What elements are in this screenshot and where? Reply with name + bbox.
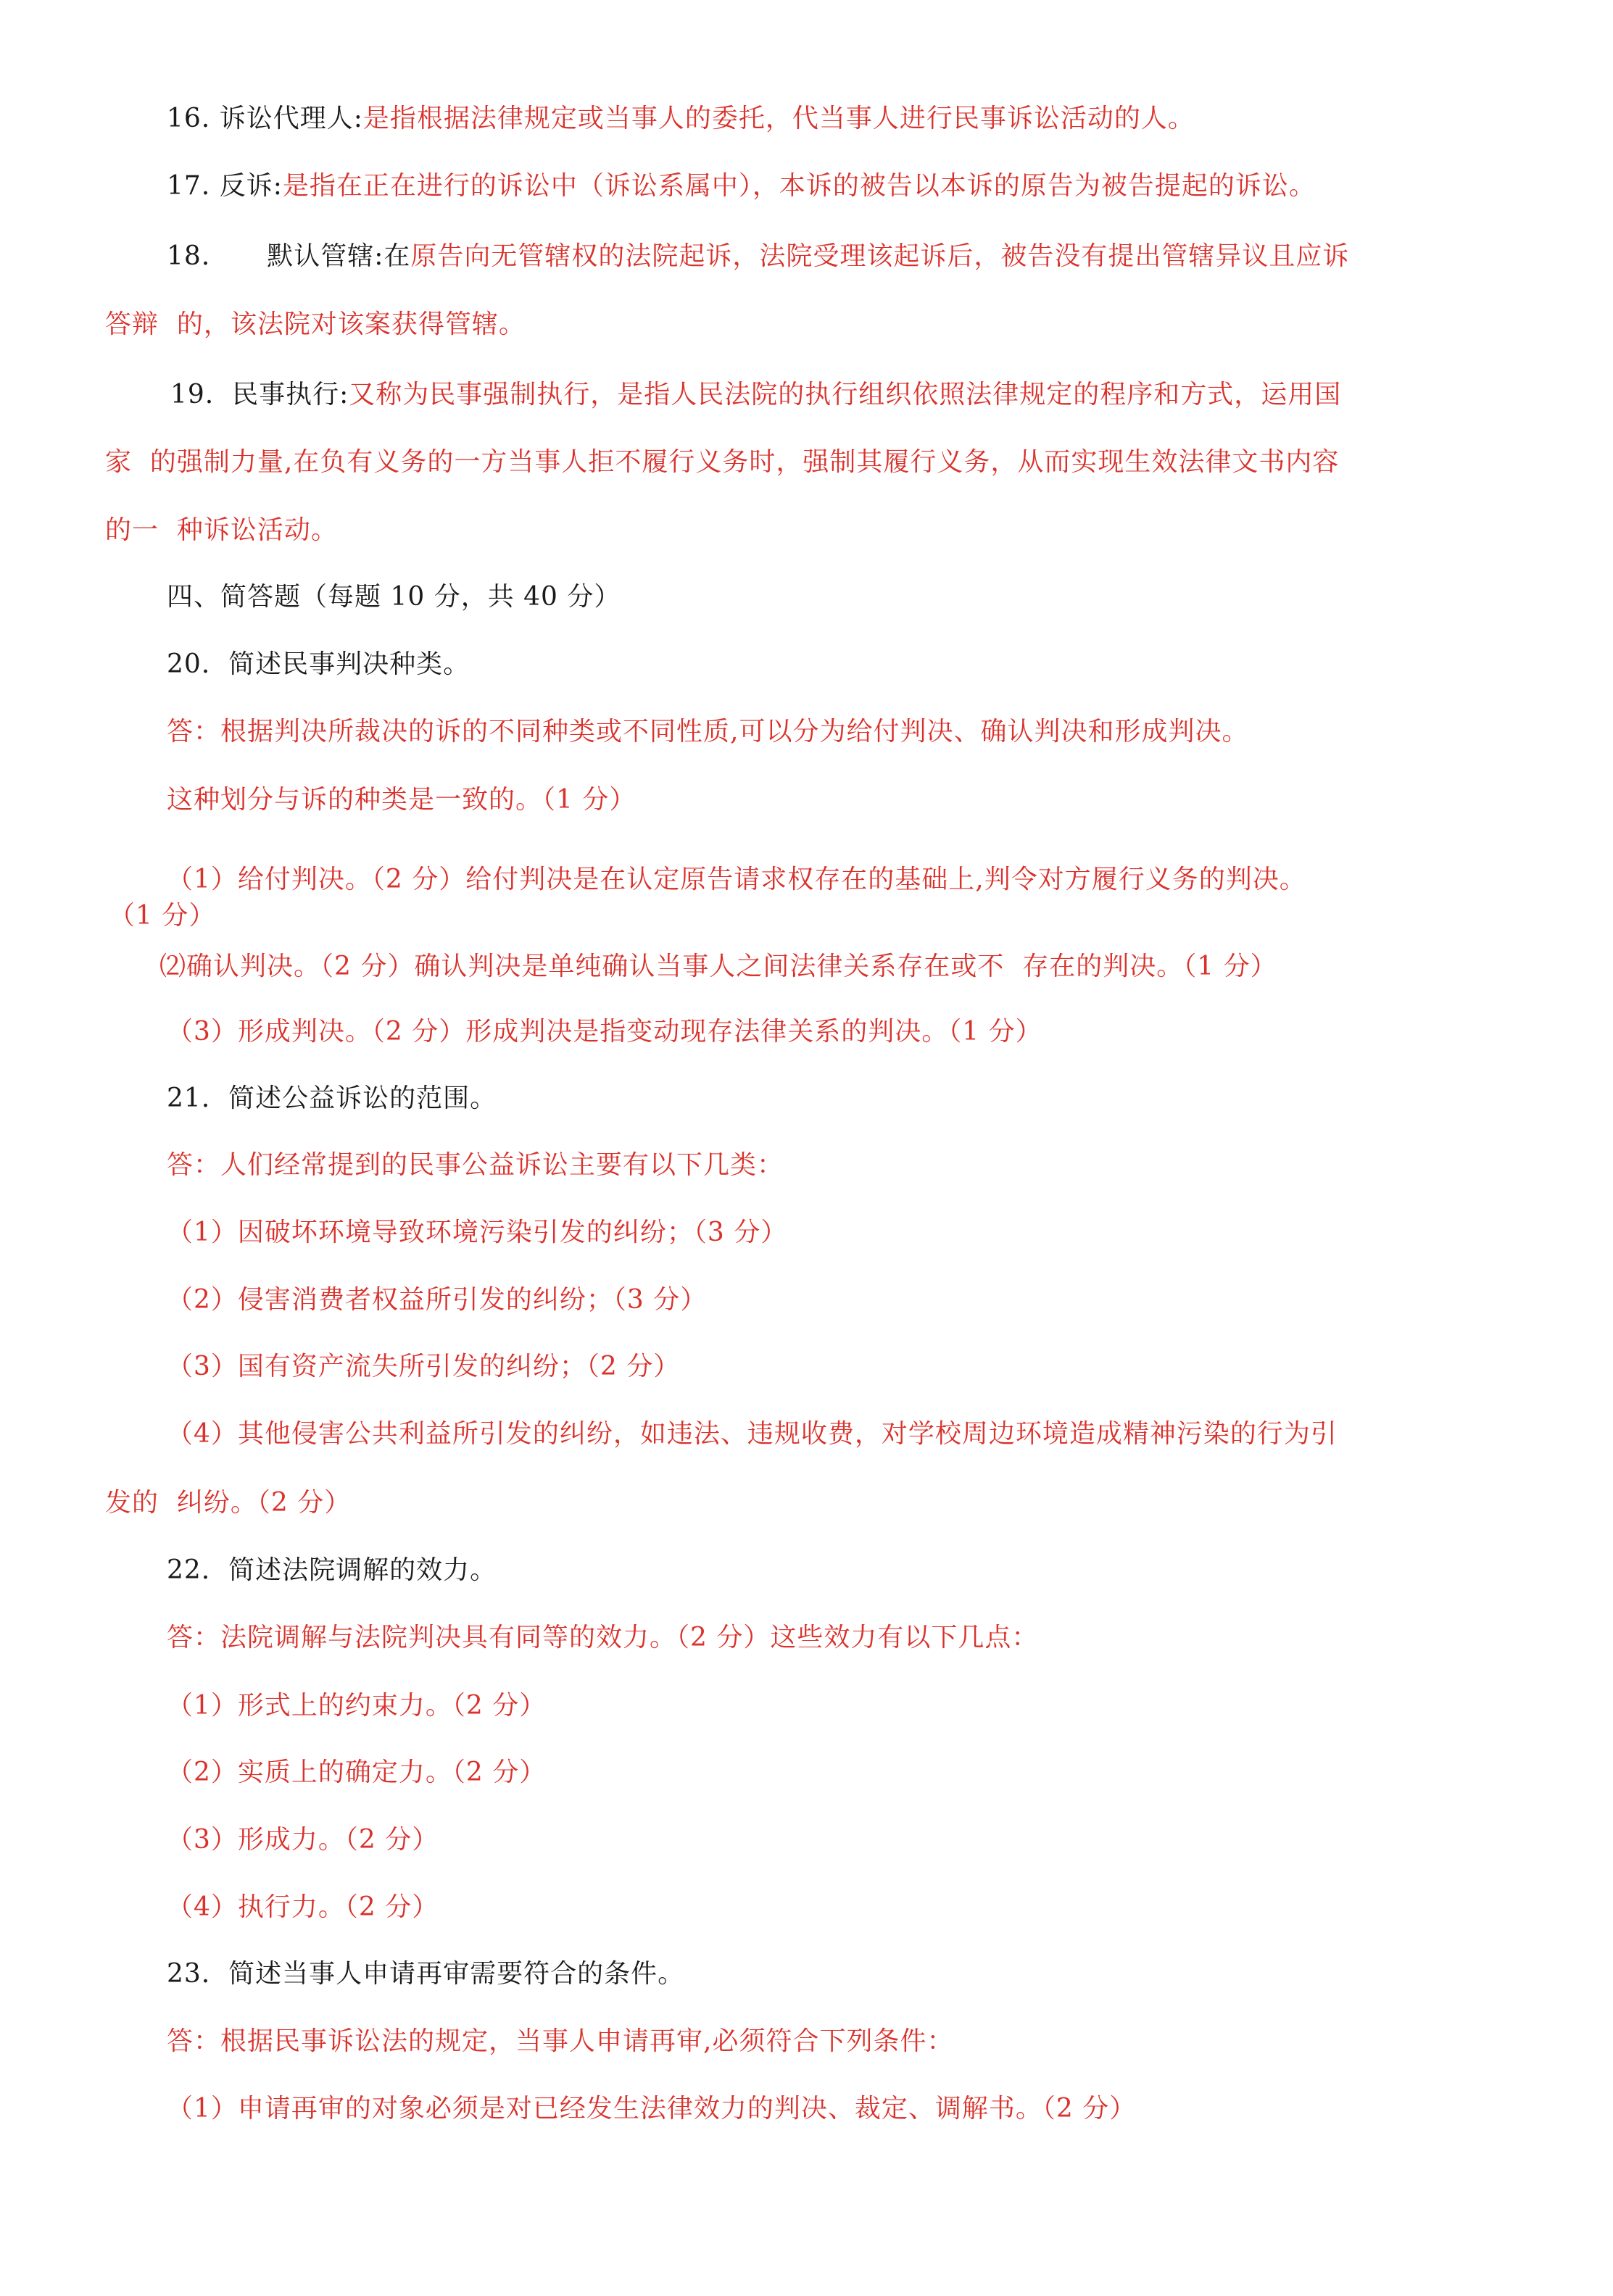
term-definition: 是指根据法律规定或当事人的委托，代当事人进行民事诉讼活动的人。 (362, 104, 1195, 133)
answer-20-item-1: （1）给付判决。（2 分）给付判决是在认定原告请求权存在的基础上,判令对方履行义务的判决。 (167, 865, 1306, 894)
term-label: 19. 民事执行: (170, 380, 349, 409)
answer-22-item-1: （1）形式上的约束力。（2 分） (167, 1691, 547, 1721)
answer-23: 答：根据民事诉讼法的规定，当事人申请再审,必须符合下列条件： (167, 2026, 954, 2056)
term-label: 17. 反诉: (167, 171, 283, 201)
answer-21-item-4: （4）其他侵害公共利益所引发的纠纷，如违法、违规收费，对学校周边环境造成精神污染的行为引 (167, 1419, 1338, 1449)
term-19 (170, 378, 1341, 412)
section-heading: 四、简答题（每题 10 分，共 40 分） (167, 582, 621, 612)
question-20: 20. 简述民事判决种类。 (167, 649, 470, 679)
question-22: 22. 简述法院调解的效力。 (167, 1555, 497, 1585)
term-definition: 原告向无管辖权的法院起诉，法院受理该起诉后，被告没有提出管辖异议且应诉 (410, 241, 1350, 271)
answer-20-item-3: （3）形成判决。（2 分）形成判决是指变动现存法律关系的判决。（1 分） (167, 1017, 1042, 1047)
answer-20-item-2: ⑵确认判决。（2 分）确认判决是单纯确认当事人之间法律关系存在或不 存在的判决。（1 分） (159, 952, 1277, 981)
answer-20-cont: 这种划分与诉的种类是一致的。（1 分） (167, 785, 637, 815)
question-23: 23. 简述当事人申请再审需要符合的条件。 (167, 1959, 685, 1989)
term-definition-cont: 答辩 的，该法院对该案获得管辖。 (105, 309, 526, 339)
answer-21-item-1: （1）因破坏环境导致环境污染引发的纠纷；（3 分） (167, 1218, 788, 1247)
answer-21: 答：人们经常提到的民事公益诉讼主要有以下几类： (167, 1150, 784, 1180)
answer-21-item-2: （2）侵害消费者权益所引发的纠纷；（3 分） (167, 1285, 708, 1315)
term-label: 16. 诉讼代理人: (167, 104, 363, 133)
answer-20-item-1-cont: （1 分） (109, 901, 216, 931)
term-definition: 又称为民事强制执行，是指人民法院的执行组织依照法律规定的程序和方式，运用国 (349, 380, 1342, 409)
term-definition-cont: 的一 种诉讼活动。 (105, 515, 338, 545)
answer-21-item-3: （3）国有资产流失所引发的纠纷；（2 分） (167, 1352, 681, 1381)
term-label: 默认管辖:在 (267, 241, 411, 271)
answer-22: 答：法院调解与法院判决具有同等的效力。（2 分）这些效力有以下几点： (167, 1623, 1039, 1652)
answer-23-item-1: （1）申请再审的对象必须是对已经发生法律效力的判决、裁定、调解书。（2 分） (167, 2094, 1137, 2124)
term-18 (167, 239, 1349, 274)
answer-22-item-4: （4）执行力。（2 分） (167, 1892, 439, 1922)
answer-22-item-2: （2）实质上的确定力。（2 分） (167, 1758, 547, 1787)
answer-20: 答：根据判决所裁决的诉的不同种类或不同性质,可以分为给付判决、确认判决和形成判决。 (167, 717, 1249, 746)
answer-21-item-4-cont: 发的 纠纷。（2 分） (105, 1488, 352, 1518)
term-definition: 是指在正在进行的诉讼中（诉讼系属中），本诉的被告以本诉的原告为被告提起的诉讼。 (282, 171, 1316, 201)
term-16 (167, 101, 1195, 136)
answer-22-item-3: （3）形成力。（2 分） (167, 1825, 439, 1855)
term-definition-cont: 家 的强制力量,在负有义务的一方当事人拒不履行义务时，强制其履行义务，从而实现生效法律文书内容 (105, 447, 1340, 477)
term-number: 18. (167, 241, 211, 271)
term-17 (167, 169, 1316, 204)
question-21: 21. 简述公益诉讼的范围。 (167, 1083, 497, 1113)
